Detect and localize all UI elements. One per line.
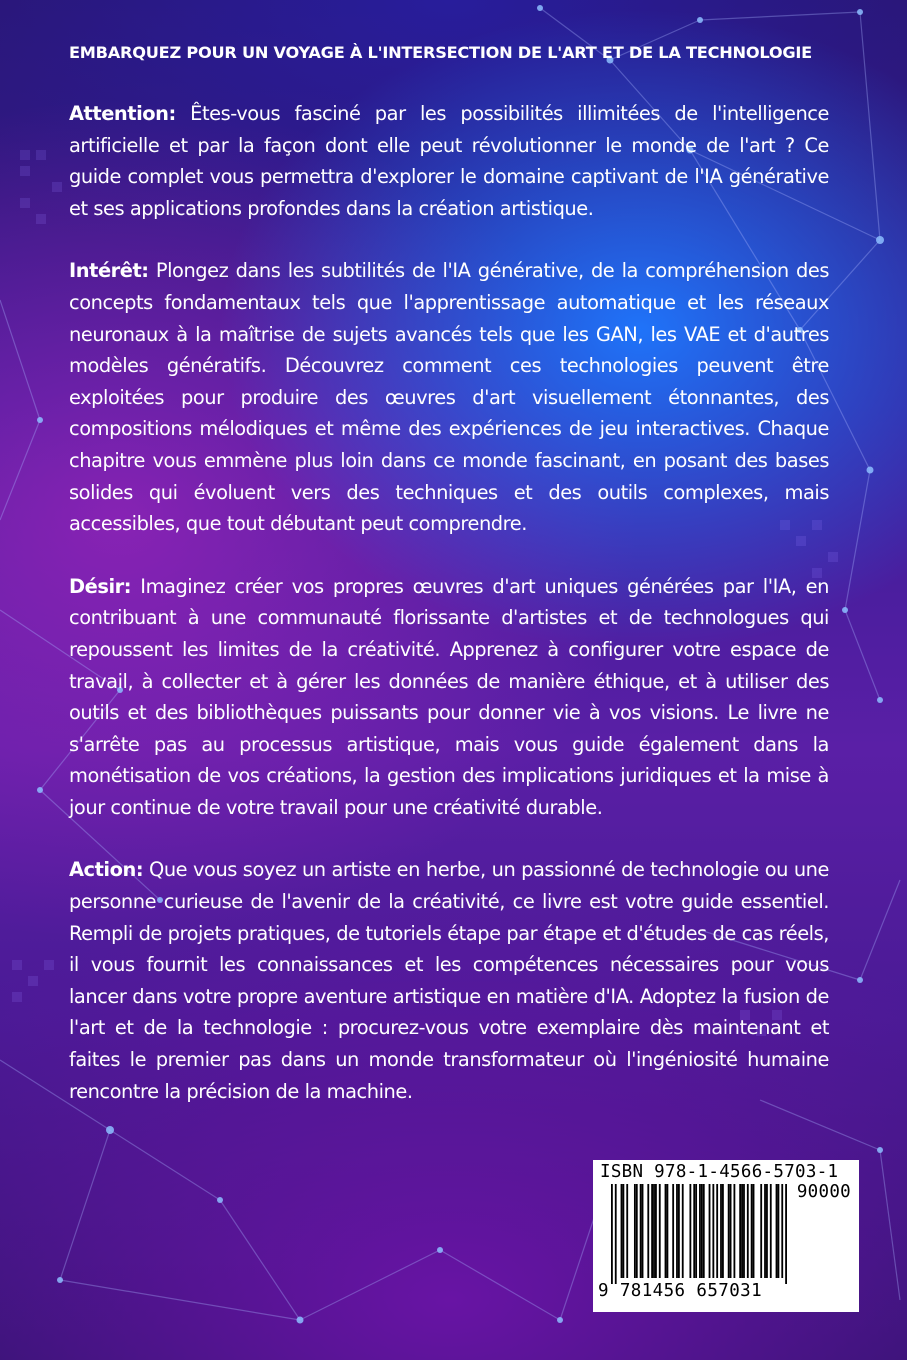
section-body: Plongez dans les subtilités de l'IA générative, de la compréhension des concepts fondamentaux tels que l'apprentissage automatique et les réseaux neuronaux à la maîtrise de sujets avancés tels que les GAN, les VAE et d'autres modèles génératifs. Découvrez comment ces technologies peuvent être exploitées pour produire des œuvres d'art visuellement étonnantes, des compositions mélodiques et même des expériences de jeu interactives. Chaque chapitre vous emmène plus loin dans ce monde fascinant, en posant des bases solides qui évoluent vers des techniques et des outils complexes, mais accessibles, que tout débutant peut comprendre. [69,259,829,536]
section-body: Êtes-vous fasciné par les possibilités illimitées de l'intelligence artificielle et par la façon dont elle peut révolutionner le monde de l'art ? Ce guide complet vous permettra d'explorer le domaine captivant de l'IA générative et ses applications profondes dans la création artistique. [69,102,829,220]
price-code: 90000 [796,1182,851,1202]
section-desir [69,571,829,824]
back-cover-text [69,43,829,1138]
section-action [69,854,829,1107]
ean-digits: 9 781456 657031 [598,1281,763,1301]
section-body: Que vous soyez un artiste en herbe, un passionné de technologie ou une personne curieuse de l'avenir de la créativité, ce livre est votre guide essentiel. Rempli de projets pratiques, de tutoriels étape par étape et d'études de cas réels, il vous fournit les connaissances et les compétences nécessaires pour vous lancer dans votre propre aventure artistique en matière d'IA. Adoptez la fusion de l'art et de la technologie : procurez-vous votre exemplaire dès maintenant et faites le premier pas dans un monde transformateur où l'ingéniosité humaine rencontre la précision de la machine. [69,858,829,1103]
section-body: Imaginez créer vos propres œuvres d'art uniques générées par l'IA, en contribuant à une communauté florissante d'artistes et de technologues qui repoussent les limites de la créativité. Apprenez à configurer votre espace de travail, à collecter et à gérer les données de manière éthique, et à utiliser des outils et des bibliothèques puissants pour donner vie à vos visions. Le livre ne s'arrête pas au processus artistique, mais vous guide également dans la monétisation de vos créations, la gestion des implications juridiques et la mise à jour continue de votre travail pour une créativité durable. [69,574,829,819]
isbn-barcode [593,1160,859,1312]
isbn-label: ISBN 978-1-4566-5703-1 [600,1162,839,1182]
section-attention [69,98,829,224]
barcode-bars [611,1184,789,1284]
section-label: Intérêt: [69,259,149,283]
section-label: Désir: [69,574,132,598]
headline: EMBARQUEZ POUR UN VOYAGE À L'INTERSECTION DE L'ART ET DE LA TECHNOLOGIE [69,43,812,62]
section-label: Action: [69,858,144,882]
section-interet [69,255,829,539]
section-label: Attention: [69,102,176,125]
